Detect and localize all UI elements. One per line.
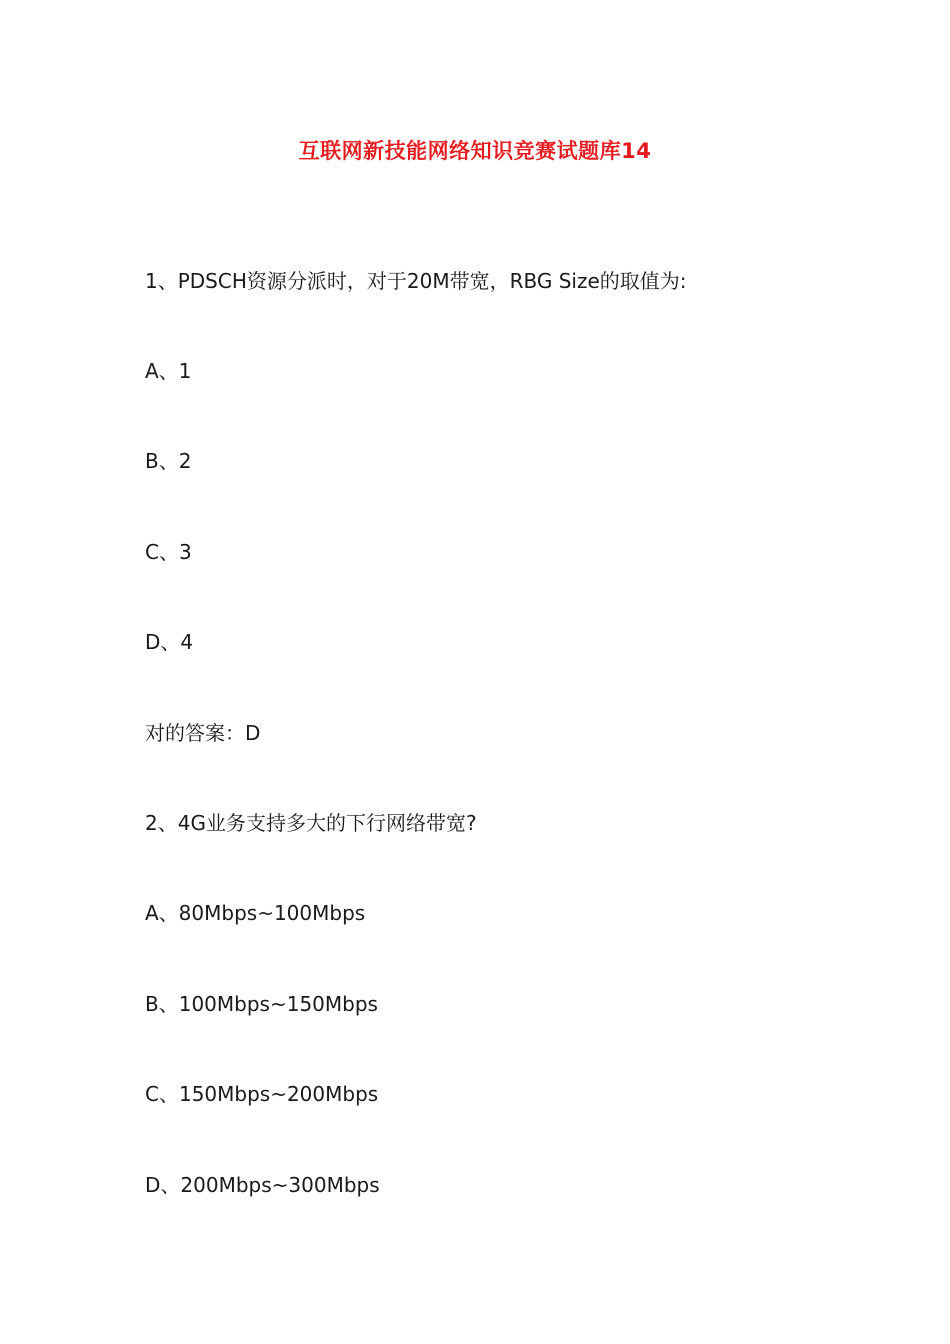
question-1-option-b: B、2 — [145, 449, 192, 473]
question-2-option-a: A、80Mbps~100Mbps — [145, 901, 366, 925]
question-1-option-c: C、3 — [145, 540, 192, 564]
question-1-option-d: D、4 — [145, 630, 194, 654]
question-2-text: 2、4G业务支持多大的下行网络带宽? — [145, 811, 477, 835]
question-2-option-c: C、150Mbps~200Mbps — [145, 1082, 379, 1106]
question-1-answer: 对的答案：D — [145, 721, 261, 745]
question-1-option-a: A、1 — [145, 359, 192, 383]
document-title: 互联网新技能网络知识竞赛试题库14 — [298, 139, 652, 163]
question-2-option-d: D、200Mbps~300Mbps — [145, 1173, 380, 1197]
question-2-option-b: B、100Mbps~150Mbps — [145, 992, 378, 1016]
question-1-text: 1、PDSCH资源分派时，对于20M带宽，RBG Size的取值为: — [145, 269, 687, 293]
